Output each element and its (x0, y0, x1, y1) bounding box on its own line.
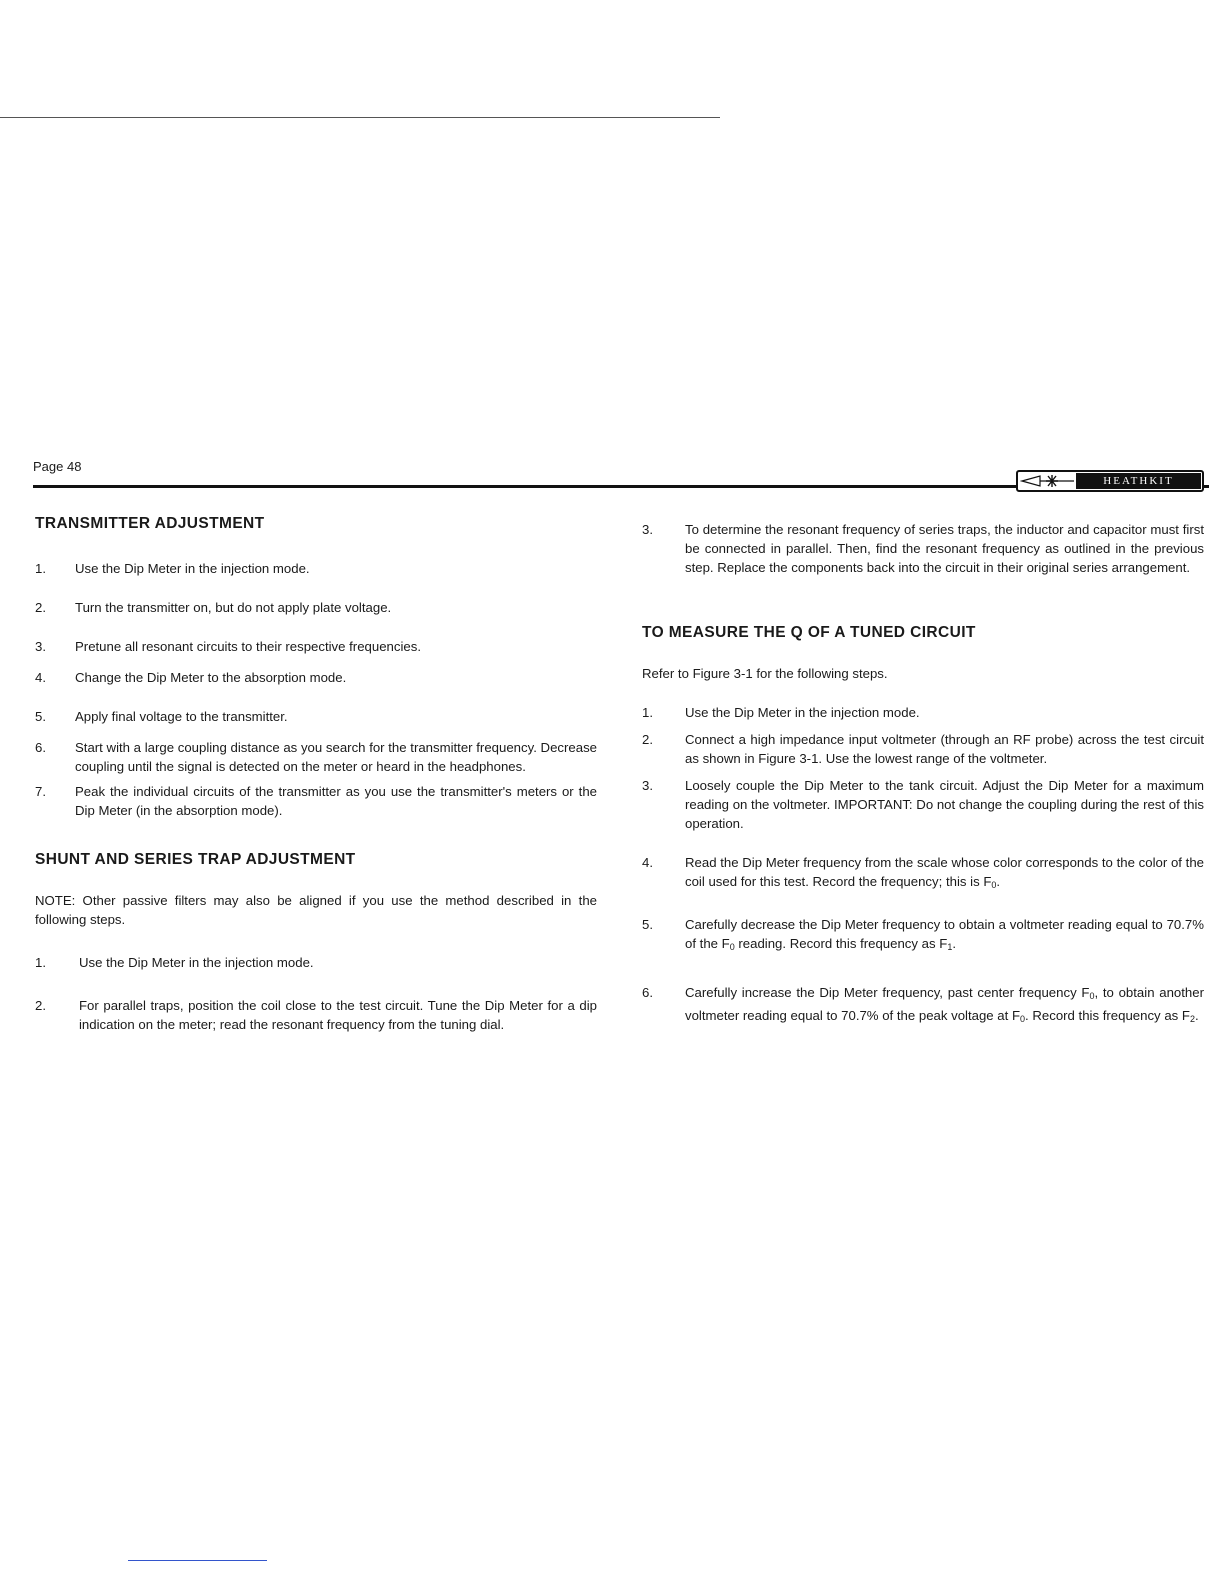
list-item (35, 668, 597, 687)
page-number: Page 48 (33, 459, 82, 474)
item-number: 3. (642, 522, 653, 537)
item-text: Carefully increase the Dip Meter frequency, past center frequency $F_0$, to obtain another voltmeter reading equal to 70.7% of the peak voltage at $F_0$. Record this frequency as $F_2$. (685, 985, 1204, 1024)
item-text: Use the Dip Meter in the injection mode. (79, 955, 314, 970)
section-heading-q-measure: TO MEASURE THE Q OF A TUNED CIRCUIT (642, 624, 976, 641)
list-item (35, 782, 597, 820)
item-text: Read the Dip Meter frequency from the scale whose color corresponds to the color of the coil used for this test. Record the frequency; this is $F_0$. (685, 855, 1204, 890)
list-item (642, 703, 1204, 722)
list-item (642, 853, 1204, 895)
left-column (35, 514, 597, 1034)
item-number: 1. (35, 561, 46, 576)
list-item (35, 559, 597, 578)
top-scan-rule (0, 117, 720, 118)
item-number: 4. (35, 670, 46, 685)
item-text: Use the Dip Meter in the injection mode. (685, 705, 920, 720)
item-number: 1. (35, 955, 46, 970)
section-heading-transmitter: TRANSMITTER ADJUSTMENT (35, 515, 265, 532)
logo-wordmark: HEATHKIT (1076, 473, 1201, 489)
list-item (642, 520, 1204, 577)
list-item (35, 953, 597, 972)
list-item (35, 738, 597, 776)
item-number: 3. (642, 778, 653, 793)
right-column (642, 520, 1204, 1029)
item-number: 5. (35, 709, 46, 724)
item-number: 1. (642, 705, 653, 720)
list-item (35, 707, 597, 726)
item-number: 2. (35, 600, 46, 615)
item-text: Turn the transmitter on, but do not apply plate voltage. (75, 600, 392, 615)
item-text: Carefully decrease the Dip Meter frequency to obtain a voltmeter reading equal to 70.7% of the $F_0$ reading. Record this frequency as $F_1$. (685, 917, 1204, 952)
item-number: 7. (35, 784, 46, 799)
list-item (35, 598, 597, 617)
item-text: For parallel traps, position the coil close to the test circuit. Tune the Dip Meter for a dip indication on the meter; read the resonant frequency from the tuning dial. (79, 998, 597, 1032)
item-number: 2. (35, 998, 46, 1013)
note-paragraph: NOTE: Other passive filters may also be aligned if you use the method described in the following steps. (35, 893, 597, 927)
section-heading-shunt: SHUNT AND SERIES TRAP ADJUSTMENT (35, 851, 356, 868)
item-text: Peak the individual circuits of the transmitter as you use the transmitter's meters or the Dip Meter (in the absorption mode). (75, 784, 597, 818)
item-number: 3. (35, 639, 46, 654)
list-item (35, 996, 597, 1034)
list-item (642, 776, 1204, 833)
intro-paragraph: Refer to Figure 3-1 for the following steps. (642, 666, 888, 681)
item-text: Apply final voltage to the transmitter. (75, 709, 288, 724)
list-item (35, 637, 597, 656)
item-text: Loosely couple the Dip Meter to the tank circuit. Adjust the Dip Meter for a maximum reading on the voltmeter. IMPORTANT: Do not change the coupling during the rest of this operation. (685, 778, 1204, 831)
item-text: Change the Dip Meter to the absorption mode. (75, 670, 347, 685)
item-number: 6. (35, 740, 46, 755)
list-item (642, 915, 1204, 957)
item-text: Use the Dip Meter in the injection mode. (75, 561, 310, 576)
item-text: Pretune all resonant circuits to their respective frequencies. (75, 639, 421, 654)
item-number: 2. (642, 732, 653, 747)
logo-emblem-icon (1020, 474, 1076, 488)
item-text: Start with a large coupling distance as you search for the transmitter frequency. Decrease coupling until the signal is detected on the meter or heard in the headphones. (75, 740, 597, 774)
item-number: 5. (642, 917, 653, 932)
item-text: Connect a high impedance input voltmeter (through an RF probe) across the test circuit as shown in Figure 3-1. Use the lowest range of the voltmeter. (685, 732, 1204, 766)
item-number: 4. (642, 855, 653, 870)
bottom-link-rule (128, 1560, 267, 1561)
item-number: 6. (642, 985, 653, 1000)
list-item (642, 730, 1204, 768)
heathkit-logo (1016, 470, 1204, 492)
item-text: To determine the resonant frequency of series traps, the inductor and capacitor must first be connected in parallel. Then, find the resonant frequency as outlined in the previous step. Replace the components back into the circuit in their original series arrangement. (685, 522, 1204, 575)
list-item (642, 983, 1204, 1029)
